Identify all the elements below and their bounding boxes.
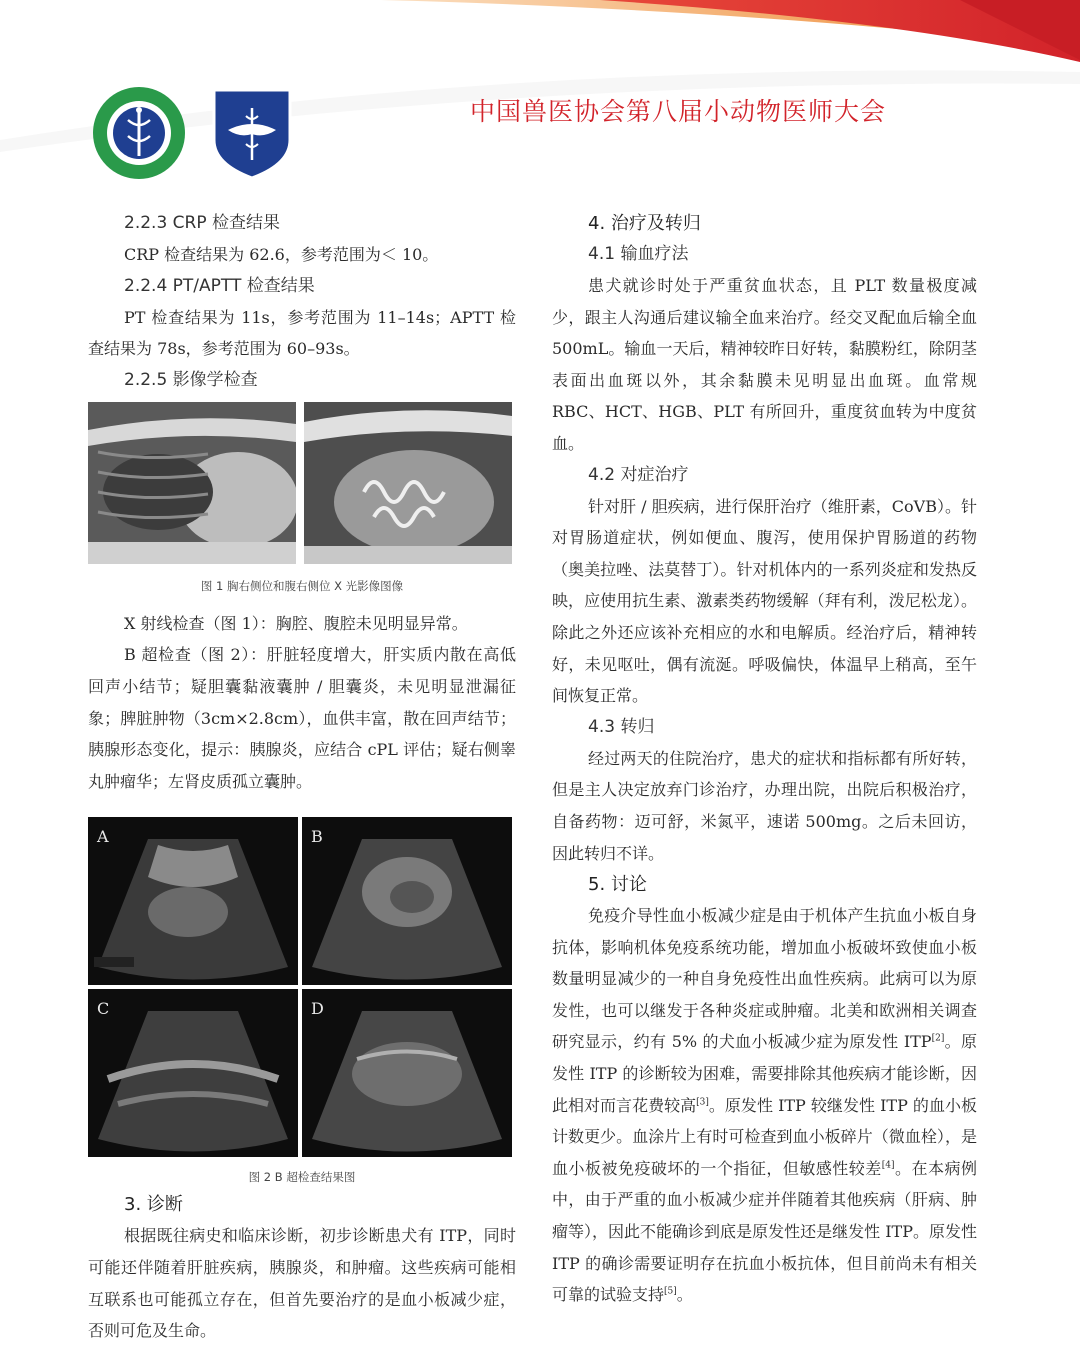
ultrasound-label-b: B bbox=[311, 827, 323, 847]
figure-2-images bbox=[88, 817, 512, 1157]
symptomatic-treatment-text: 针对肝 / 胆疾病，进行保肝治疗（维肝素，CoVB）。针对胃肠道症状，例如便血、腹泻，使用保护胃肠道的药物（奥美拉唑、法莫替丁）。针对机体内的一系列炎症和发热反映，应使用抗生素、激素类药物缓解（拜有利，泼尼松龙）。除此之外还应该补充相应的水和电解质。经治疗后，精神转好，未见呕吐，偶有流涎。呼吸偏快，体温早上稍高，至午间恢复正常。 bbox=[552, 496, 977, 706]
discussion-part-e: 。 bbox=[676, 1285, 693, 1305]
section-2-2-4-heading: 2.2.4 PT/APTT 检查结果 bbox=[124, 275, 315, 296]
section-4-2-heading: 4.2 对症治疗 bbox=[588, 464, 689, 485]
figure-1-caption: 图 1 胸右侧位和腹右侧位 X 光影像图像 bbox=[200, 578, 404, 593]
ultrasound-label-d: D bbox=[311, 999, 324, 1019]
right-column bbox=[552, 208, 977, 1311]
discussion-text bbox=[552, 900, 977, 1311]
discussion-part-a: 免疫介导性血小板减少症是由于机体产生抗血小板自身抗体，影响机体免疫系统功能，增加血小板破坏致使血小板数量明显减少的一种自身免疫性出血性疾病。此病可以为原发性，也可以继发于各种炎症或肿瘤。北美和欧洲相关调查研究显示，约有 5% 的犬血小板减少症为原发性 ITP bbox=[552, 906, 977, 1052]
ultrasound-label-a: A bbox=[97, 827, 109, 847]
section-2-2-3-heading: 2.2.3 CRP 检查结果 bbox=[124, 213, 280, 233]
ultrasound-finding-text: B 超检查（图 2）：肝脏轻度增大，肝实质内散在高低回声小结节；疑胆囊黏液囊肿 / 胆囊炎，未见明显泄漏征象；脾脏肿物（3cm×2.8cm），血供丰富，散在回声结节；胰腺形态变化，提示：胰腺炎，应结合 cPL 评估；疑右侧睾丸肿瘤华；左肾皮质孤立囊肿。 bbox=[88, 645, 516, 791]
section-3-heading: 3. 诊断 bbox=[124, 1194, 183, 1216]
ultrasound-image-c bbox=[88, 989, 298, 1157]
section-4-1-heading: 4.1 输血疗法 bbox=[588, 244, 689, 264]
csama-logo bbox=[202, 82, 302, 182]
page-header bbox=[0, 0, 1080, 200]
xray-abdomen-image bbox=[304, 402, 512, 564]
discussion-part-c: 。原发性 ITP 较继发性 ITP 的血小板计数更少。血涂片上有时可检查到血小板碎片（微血栓），是血小板被免疫破坏的一个指征，但敏感性较差 bbox=[552, 1095, 977, 1178]
discussion-part-d: 。在本病例中，由于严重的血小板减少症并伴随着其他疾病（肝病、肿瘤等），因此不能确诊到底是原发性还是继发性 ITP。原发性 ITP 的确诊需要证明存在抗血小板抗体，但目前尚未有相关可靠的试验支持 bbox=[552, 1158, 977, 1305]
cvma-logo bbox=[92, 86, 186, 180]
ultrasound-image-d bbox=[302, 989, 512, 1157]
crp-result-text: CRP 检查结果为 62.6，参考范围为＜ 10。 bbox=[124, 245, 439, 264]
outcome-text: 经过两天的住院治疗，患犬的症状和指标都有所好转，但是主人决定放弃门诊治疗，办理出院，出院后积极治疗，自备药物：迈可舒，米氮平，速诺 500mg。之后未回访，因此转归不详。 bbox=[552, 748, 977, 863]
section-5-heading: 5. 讨论 bbox=[588, 874, 647, 896]
ultrasound-image-b bbox=[302, 817, 512, 985]
diagnosis-text: 根据既往病史和临床诊断，初步诊断患犬有 ITP，同时可能还伴随着肝脏疾病，胰腺炎，和肿瘤。这些疾病可能相互联系也可能孤立存在，但首先要治疗的是血小板减少症，否则可危及生命。 bbox=[88, 1226, 516, 1341]
section-2-2-5-heading: 2.2.5 影像学检查 bbox=[124, 369, 258, 390]
figure-1-images bbox=[88, 402, 512, 564]
figure-2-caption: 图 2 B 超检查结果图 bbox=[248, 1170, 356, 1185]
section-4-heading: 4. 治疗及转归 bbox=[588, 213, 701, 234]
conference-title: 中国兽医协会第八届小动物医师大会 bbox=[470, 97, 887, 126]
left-column bbox=[88, 208, 516, 1347]
xray-thorax-image bbox=[88, 402, 296, 564]
xray-finding-text: X 射线检查（图 1）：胸腔、腹腔未见明显异常。 bbox=[124, 613, 468, 633]
ultrasound-image-a bbox=[88, 817, 298, 985]
transfusion-text: 患犬就诊时处于严重贫血状态，且 PLT 数量极度减少，跟主人沟通后建议输全血来治疗。经交叉配血后输全血 500mL。输血一天后，精神较昨日好转，黏膜粉红，除阴茎表面出血斑以外，其余黏膜未见明显出血斑。血常规 RBC、HCT、HGB、PLT 有所回升，重度贫血转为中度贫血。 bbox=[552, 276, 977, 453]
discussion-part-b: 。原发性 ITP 的诊断较为困难，需要排除其他疾病才能诊断，因此相对而言花费较高 bbox=[552, 1032, 977, 1115]
reference-3: [3] bbox=[696, 1097, 709, 1108]
reference-4: [4] bbox=[881, 1160, 895, 1171]
reference-2: [2] bbox=[931, 1034, 945, 1045]
pt-aptt-result-text: PT 检查结果为 11s，参考范围为 11–14s；APTT 检查结果为 78s，参考范围为 60–93s。 bbox=[88, 307, 516, 359]
section-4-3-heading: 4.3 转归 bbox=[588, 716, 655, 737]
reference-5: [5] bbox=[664, 1286, 677, 1297]
ultrasound-label-c: C bbox=[97, 999, 110, 1019]
